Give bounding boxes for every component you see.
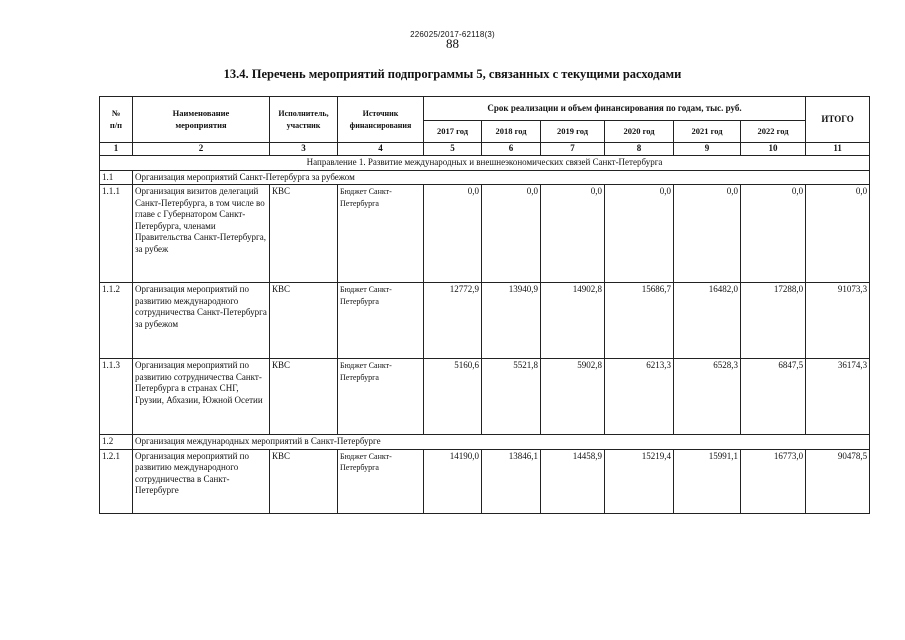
row-source: Бюджет Санкт-Петербурга bbox=[338, 283, 424, 359]
row-value: 14902,8 bbox=[541, 283, 605, 359]
row-number: 1.2.1 bbox=[100, 449, 133, 513]
column-number: 8 bbox=[605, 143, 674, 156]
row-value: 0,0 bbox=[674, 185, 741, 283]
row-value: 15219,4 bbox=[605, 449, 674, 513]
row-source: Бюджет Санкт-Петербурга bbox=[338, 449, 424, 513]
column-number: 4 bbox=[338, 143, 424, 156]
table-row bbox=[100, 449, 870, 513]
column-number: 3 bbox=[270, 143, 338, 156]
row-value: 14190,0 bbox=[424, 449, 482, 513]
row-value: 6213,3 bbox=[605, 359, 674, 435]
row-name: Организация визитов делегаций Санкт-Петербурга, в том числе во главе с Губернатором Санкт-Петербурга, членами Правительства Санкт-Петербурга, за рубеж bbox=[133, 185, 270, 283]
column-number: 9 bbox=[674, 143, 741, 156]
header-year: 2017 год bbox=[424, 121, 482, 143]
header-num: № п/п bbox=[100, 97, 133, 143]
section-row bbox=[100, 170, 870, 185]
row-value: 13846,1 bbox=[482, 449, 541, 513]
row-value: 13940,9 bbox=[482, 283, 541, 359]
row-name: Организация мероприятий по развитию международного сотрудничества в Санкт-Петербурге bbox=[133, 449, 270, 513]
row-source: Бюджет Санкт-Петербурга bbox=[338, 185, 424, 283]
row-value: 5521,8 bbox=[482, 359, 541, 435]
header-year: 2021 год bbox=[674, 121, 741, 143]
row-number: 1.1.1 bbox=[100, 185, 133, 283]
row-value: 0,0 bbox=[482, 185, 541, 283]
row-total: 90478,5 bbox=[806, 449, 870, 513]
header-name: Наименование мероприятия bbox=[133, 97, 270, 143]
row-value: 5160,6 bbox=[424, 359, 482, 435]
column-number: 7 bbox=[541, 143, 605, 156]
row-executor: КВС bbox=[270, 185, 338, 283]
header-year: 2018 год bbox=[482, 121, 541, 143]
row-name: Организация мероприятий по развитию сотрудничества Санкт-Петербурга в странах СНГ, Грузии, Абхазии, Южной Осетии bbox=[133, 359, 270, 435]
column-number: 11 bbox=[806, 143, 870, 156]
row-value: 17288,0 bbox=[741, 283, 806, 359]
row-name: Организация мероприятий по развитию международного сотрудничества Санкт-Петербурга за рубежом bbox=[133, 283, 270, 359]
header-year: 2020 год bbox=[605, 121, 674, 143]
row-number: 1.1.2 bbox=[100, 283, 133, 359]
column-number: 2 bbox=[133, 143, 270, 156]
row-total: 36174,3 bbox=[806, 359, 870, 435]
row-value: 16482,0 bbox=[674, 283, 741, 359]
header-year: 2019 год bbox=[541, 121, 605, 143]
row-number: 1.1.3 bbox=[100, 359, 133, 435]
section-title: Организация мероприятий Санкт-Петербурга за рубежом bbox=[133, 170, 870, 185]
column-number: 6 bbox=[482, 143, 541, 156]
row-value: 16773,0 bbox=[741, 449, 806, 513]
header-executor: Исполнитель, участник bbox=[270, 97, 338, 143]
column-number: 10 bbox=[741, 143, 806, 156]
document-id: 226025/2017-62118(3) bbox=[410, 30, 495, 39]
row-value: 6528,3 bbox=[674, 359, 741, 435]
header-period: Срок реализации и объем финансирования по годам, тыс. руб. bbox=[424, 97, 806, 121]
row-executor: КВС bbox=[270, 283, 338, 359]
header-total: ИТОГО bbox=[806, 97, 870, 143]
section-number: 1.1 bbox=[100, 170, 133, 185]
row-value: 14458,9 bbox=[541, 449, 605, 513]
row-executor: КВС bbox=[270, 359, 338, 435]
row-total: 0,0 bbox=[806, 185, 870, 283]
table-row bbox=[100, 359, 870, 435]
row-value: 0,0 bbox=[541, 185, 605, 283]
row-value: 12772,9 bbox=[424, 283, 482, 359]
row-source: Бюджет Санкт-Петербурга bbox=[338, 359, 424, 435]
direction-title: Направление 1. Развитие международных и внешнеэкономических связей Санкт-Петербурга bbox=[100, 156, 870, 171]
row-value: 15686,7 bbox=[605, 283, 674, 359]
row-value: 0,0 bbox=[741, 185, 806, 283]
direction-row bbox=[100, 156, 870, 171]
section-row bbox=[100, 435, 870, 450]
row-value: 0,0 bbox=[424, 185, 482, 283]
column-number: 5 bbox=[424, 143, 482, 156]
section-title: Организация международных мероприятий в Санкт-Петербурге bbox=[133, 435, 870, 450]
row-value: 5902,8 bbox=[541, 359, 605, 435]
section-number: 1.2 bbox=[100, 435, 133, 450]
row-value: 6847,5 bbox=[741, 359, 806, 435]
row-value: 0,0 bbox=[605, 185, 674, 283]
column-number: 1 bbox=[100, 143, 133, 156]
row-value: 15991,1 bbox=[674, 449, 741, 513]
row-executor: КВС bbox=[270, 449, 338, 513]
header-source: Источник финансирования bbox=[338, 97, 424, 143]
table-row bbox=[100, 283, 870, 359]
page-number: 88 bbox=[446, 36, 459, 51]
page-title: 13.4. Перечень мероприятий подпрограммы 5, связанных с текущими расходами bbox=[223, 67, 682, 81]
table-row bbox=[100, 185, 870, 283]
activities-table bbox=[99, 96, 870, 514]
column-numbers-row bbox=[100, 143, 870, 156]
row-total: 91073,3 bbox=[806, 283, 870, 359]
header-year: 2022 год bbox=[741, 121, 806, 143]
